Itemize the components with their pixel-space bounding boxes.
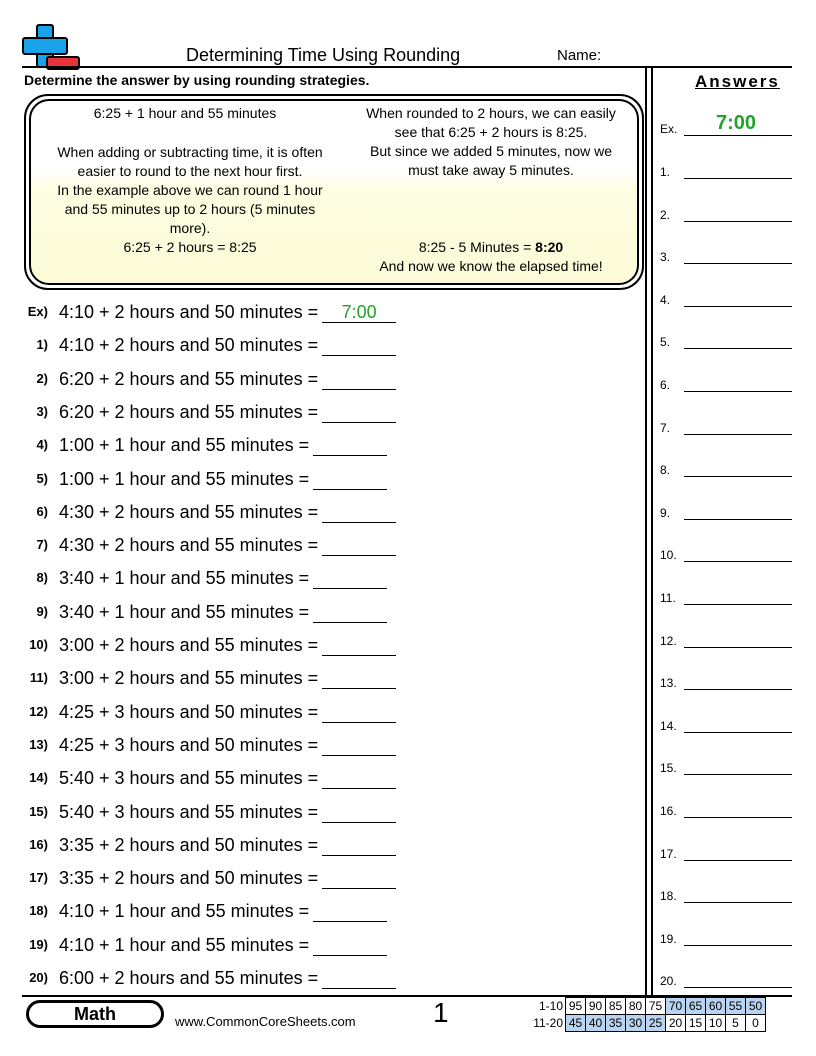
problem-number: 12) — [29, 703, 48, 719]
example-line: And now we know the elapsed time! — [379, 258, 603, 274]
answer-number: 17. — [660, 846, 677, 861]
column-divider — [645, 68, 647, 996]
problem-row — [59, 502, 396, 523]
answer-blank[interactable] — [322, 802, 396, 823]
answer-number: 8. — [660, 463, 671, 478]
answer-number: 11. — [660, 591, 676, 605]
example-problem: 6:25 + 1 hour and 55 minutes — [93, 105, 277, 121]
problem-text: 5:40 + 3 hours and 55 minutes = — [59, 801, 319, 822]
answer-line[interactable] — [684, 860, 792, 861]
problem-text: 1:00 + 1 hour and 55 minutes = — [59, 468, 310, 489]
problem-text: 6:20 + 2 hours and 55 minutes = — [59, 368, 319, 389]
example-line: In the example above we can round 1 hour — [57, 182, 323, 198]
problem-text: 5:40 + 3 hours and 55 minutes = — [59, 768, 319, 789]
problem-number: 13) — [29, 736, 48, 752]
answer-blank[interactable] — [313, 935, 387, 956]
answer-line[interactable] — [684, 647, 792, 648]
problem-text: 4:10 + 1 hour and 55 minutes = — [59, 934, 310, 955]
example-line: 6:25 + 2 hours = 8:25 — [123, 239, 257, 255]
answer-line[interactable] — [684, 902, 792, 903]
answers-title: Answers — [695, 72, 780, 91]
problem-row — [59, 535, 396, 556]
answer-number: 3. — [660, 250, 671, 265]
problem-text: 4:10 + 2 hours and 50 minutes = — [59, 302, 319, 322]
problem-row — [59, 568, 387, 589]
logo-plus-horizontal — [22, 37, 68, 55]
answer-number: 5. — [660, 335, 671, 350]
answer-blank[interactable] — [322, 502, 396, 523]
score-cell: 35 — [606, 1015, 626, 1032]
worksheet-title: Determining Time Using Rounding — [186, 45, 461, 65]
answer-blank[interactable] — [322, 702, 396, 723]
example-explanation — [35, 143, 345, 257]
problem-number: 8) — [36, 570, 48, 586]
answer-number: 12. — [660, 633, 677, 648]
problem-row — [59, 402, 396, 423]
problem-row — [59, 469, 387, 490]
answer-line[interactable] — [684, 178, 792, 179]
problem-text: 1:00 + 1 hour and 55 minutes = — [59, 435, 310, 456]
problem-row — [59, 901, 387, 922]
example-line: and 55 minutes up to 2 hours (5 minutes — [64, 201, 316, 217]
header-divider — [22, 66, 792, 68]
example-result — [345, 238, 637, 276]
example-line: But since we added 5 minutes, now we — [369, 143, 613, 159]
problem-text: 6:00 + 2 hours and 55 minutes = — [59, 968, 319, 988]
score-cell: 60 — [706, 998, 726, 1015]
score-cell: 85 — [606, 998, 626, 1015]
score-row-label: 11-20 — [533, 1016, 563, 1030]
problem-row — [59, 369, 396, 390]
score-cell: 30 — [626, 1015, 646, 1032]
page-number: 1 — [433, 997, 449, 1028]
problem-number: 15) — [29, 803, 48, 819]
answer-line[interactable] — [684, 561, 792, 562]
problem-number: 10) — [29, 637, 48, 652]
problem-number: 5) — [36, 470, 48, 486]
answer-line[interactable] — [684, 987, 792, 988]
problem-number: 2) — [36, 370, 48, 386]
problem-number: Ex) — [27, 304, 48, 319]
answer-blank[interactable] — [322, 369, 396, 390]
answer-blank[interactable] — [322, 535, 396, 556]
problem-row — [59, 935, 387, 956]
answer-line[interactable] — [684, 263, 792, 264]
problem-row — [59, 668, 396, 689]
answer-number: 10. — [660, 548, 677, 563]
answer-blank[interactable] — [322, 402, 396, 423]
problem-text: 4:25 + 3 hours and 50 minutes = — [59, 701, 319, 722]
answer-example-line — [684, 135, 792, 136]
answer-line[interactable] — [684, 391, 792, 392]
problem-row — [59, 735, 396, 756]
score-cell: 70 — [666, 998, 686, 1015]
subject-badge: Math — [26, 1000, 164, 1028]
problem-row — [59, 968, 396, 989]
answer-number: 7. — [660, 420, 671, 435]
answer-line[interactable] — [684, 434, 792, 435]
column-divider — [651, 68, 653, 996]
example-line: When adding or subtracting time, it is often — [57, 144, 323, 160]
score-row-label: 1-10 — [538, 999, 563, 1013]
problem-text: 6:20 + 2 hours and 55 minutes = — [59, 401, 319, 422]
answer-number: 9. — [660, 505, 671, 520]
score-cell: 80 — [626, 998, 646, 1015]
example-result-value: 8:20 — [535, 239, 564, 255]
answer-blank[interactable] — [313, 568, 387, 589]
example-result-line — [345, 238, 637, 257]
answer-example-value: 7:00 — [716, 112, 757, 134]
answer-blank[interactable] — [322, 735, 396, 756]
answer-line[interactable] — [684, 306, 792, 307]
problem-number: 11) — [29, 670, 48, 686]
answer-number: 18. — [660, 889, 677, 904]
problem-text: 4:10 + 1 hour and 55 minutes = — [59, 901, 310, 922]
score-cell: 45 — [566, 1015, 586, 1032]
problem-text: 4:10 + 2 hours and 50 minutes = — [59, 335, 319, 356]
problem-text: 3:00 + 2 hours and 55 minutes = — [59, 635, 319, 655]
problem-number: 3) — [36, 403, 48, 419]
score-cell: 95 — [566, 998, 586, 1015]
problem-row — [59, 835, 396, 856]
problem-row — [59, 802, 396, 823]
example-line: more). — [169, 220, 211, 236]
answer-blank[interactable] — [322, 835, 396, 856]
score-cell: 25 — [646, 1015, 666, 1032]
answer-line[interactable] — [684, 604, 792, 605]
answer-line[interactable] — [684, 476, 792, 477]
score-cell: 5 — [726, 1015, 746, 1032]
score-row — [529, 998, 766, 1015]
problem-row — [59, 702, 396, 723]
answer-number: 15. — [660, 761, 677, 776]
score-cell: 10 — [706, 1015, 726, 1032]
problem-text: 3:40 + 1 hour and 55 minutes = — [59, 601, 310, 622]
score-row — [529, 1015, 766, 1032]
score-cell: 65 — [686, 998, 706, 1015]
score-cell: 20 — [666, 1015, 686, 1032]
answer-blank[interactable] — [322, 668, 396, 689]
problem-row — [59, 635, 396, 656]
answer-line[interactable] — [684, 348, 792, 349]
answer-number: 13. — [660, 676, 677, 691]
answer-number: 16. — [660, 804, 677, 818]
answer-number: 19. — [660, 931, 677, 946]
problem-number: 19) — [29, 936, 48, 952]
problem-row — [59, 302, 396, 323]
problem-number: 17) — [29, 870, 48, 886]
score-cell: 55 — [726, 998, 746, 1015]
problem-text: 4:30 + 2 hours and 55 minutes = — [59, 501, 319, 522]
problem-number: 1) — [36, 337, 48, 353]
score-cell: 90 — [586, 998, 606, 1015]
answer-line[interactable] — [684, 774, 792, 775]
score-cell: 40 — [586, 1015, 606, 1032]
problem-row — [59, 602, 387, 623]
answer-example-label: Ex. — [660, 122, 678, 136]
problem-row — [59, 335, 396, 356]
website-url: www.CommonCoreSheets.com — [175, 1014, 356, 1029]
score-cell: 15 — [686, 1015, 706, 1032]
answer-blank[interactable] — [322, 868, 396, 889]
answer-number: 2. — [660, 207, 671, 222]
answer-number: 1. — [660, 165, 671, 179]
answer-blank: 7:00 — [322, 302, 396, 323]
problem-number: 7) — [36, 537, 48, 553]
problem-text: 3:00 + 2 hours and 55 minutes = — [59, 668, 319, 689]
problem-text: 3:35 + 2 hours and 50 minutes = — [59, 868, 319, 889]
problem-number: 6) — [36, 503, 48, 519]
problem-number: 18) — [29, 903, 48, 919]
score-cell: 0 — [746, 1015, 766, 1032]
problem-number: 9) — [36, 603, 48, 619]
answer-blank[interactable] — [313, 435, 387, 456]
problem-number: 20) — [29, 970, 48, 985]
problem-number: 14) — [29, 770, 48, 786]
problem-row — [59, 435, 387, 456]
answer-blank[interactable] — [313, 602, 387, 623]
answer-line[interactable] — [684, 221, 792, 222]
answer-line[interactable] — [684, 817, 792, 818]
answer-blank[interactable] — [322, 768, 396, 789]
answer-blank[interactable] — [313, 469, 387, 490]
problem-text: 4:30 + 2 hours and 55 minutes = — [59, 535, 319, 556]
example-line: easier to round to the next hour first. — [77, 163, 303, 179]
answer-blank[interactable] — [322, 635, 396, 656]
answer-line[interactable] — [684, 945, 792, 946]
score-cell: 50 — [746, 998, 766, 1015]
answer-number: 20. — [660, 974, 677, 989]
problem-text: 3:35 + 2 hours and 50 minutes = — [59, 834, 319, 855]
answer-line[interactable] — [684, 689, 792, 690]
problem-number: 4) — [36, 437, 48, 453]
answer-number: 14. — [660, 718, 677, 733]
answer-number: 4. — [660, 292, 671, 307]
answer-line[interactable] — [684, 519, 792, 520]
example-line: must take away 5 minutes. — [408, 162, 574, 178]
problem-row — [59, 868, 396, 889]
example-line: When rounded to 2 hours, we can easily — [366, 105, 616, 121]
example-right-text — [345, 104, 637, 180]
score-table — [529, 997, 766, 1032]
problem-text: 4:25 + 3 hours and 50 minutes = — [59, 734, 319, 755]
score-cell: 75 — [646, 998, 666, 1015]
example-result-prefix: 8:25 - 5 Minutes = — [418, 239, 536, 255]
answer-blank[interactable] — [322, 335, 396, 356]
problem-number: 16) — [29, 836, 48, 852]
answer-blank[interactable] — [322, 968, 396, 989]
answer-line[interactable] — [684, 732, 792, 733]
problem-text: 3:40 + 1 hour and 55 minutes = — [59, 568, 310, 589]
answer-number: 6. — [660, 378, 671, 392]
instructions: Determine the answer by using rounding strategies. — [24, 72, 370, 88]
answer-blank[interactable] — [313, 901, 387, 922]
problem-row — [59, 768, 396, 789]
name-label: Name: — [557, 47, 602, 64]
example-line: see that 6:25 + 2 hours is 8:25. — [394, 124, 588, 140]
